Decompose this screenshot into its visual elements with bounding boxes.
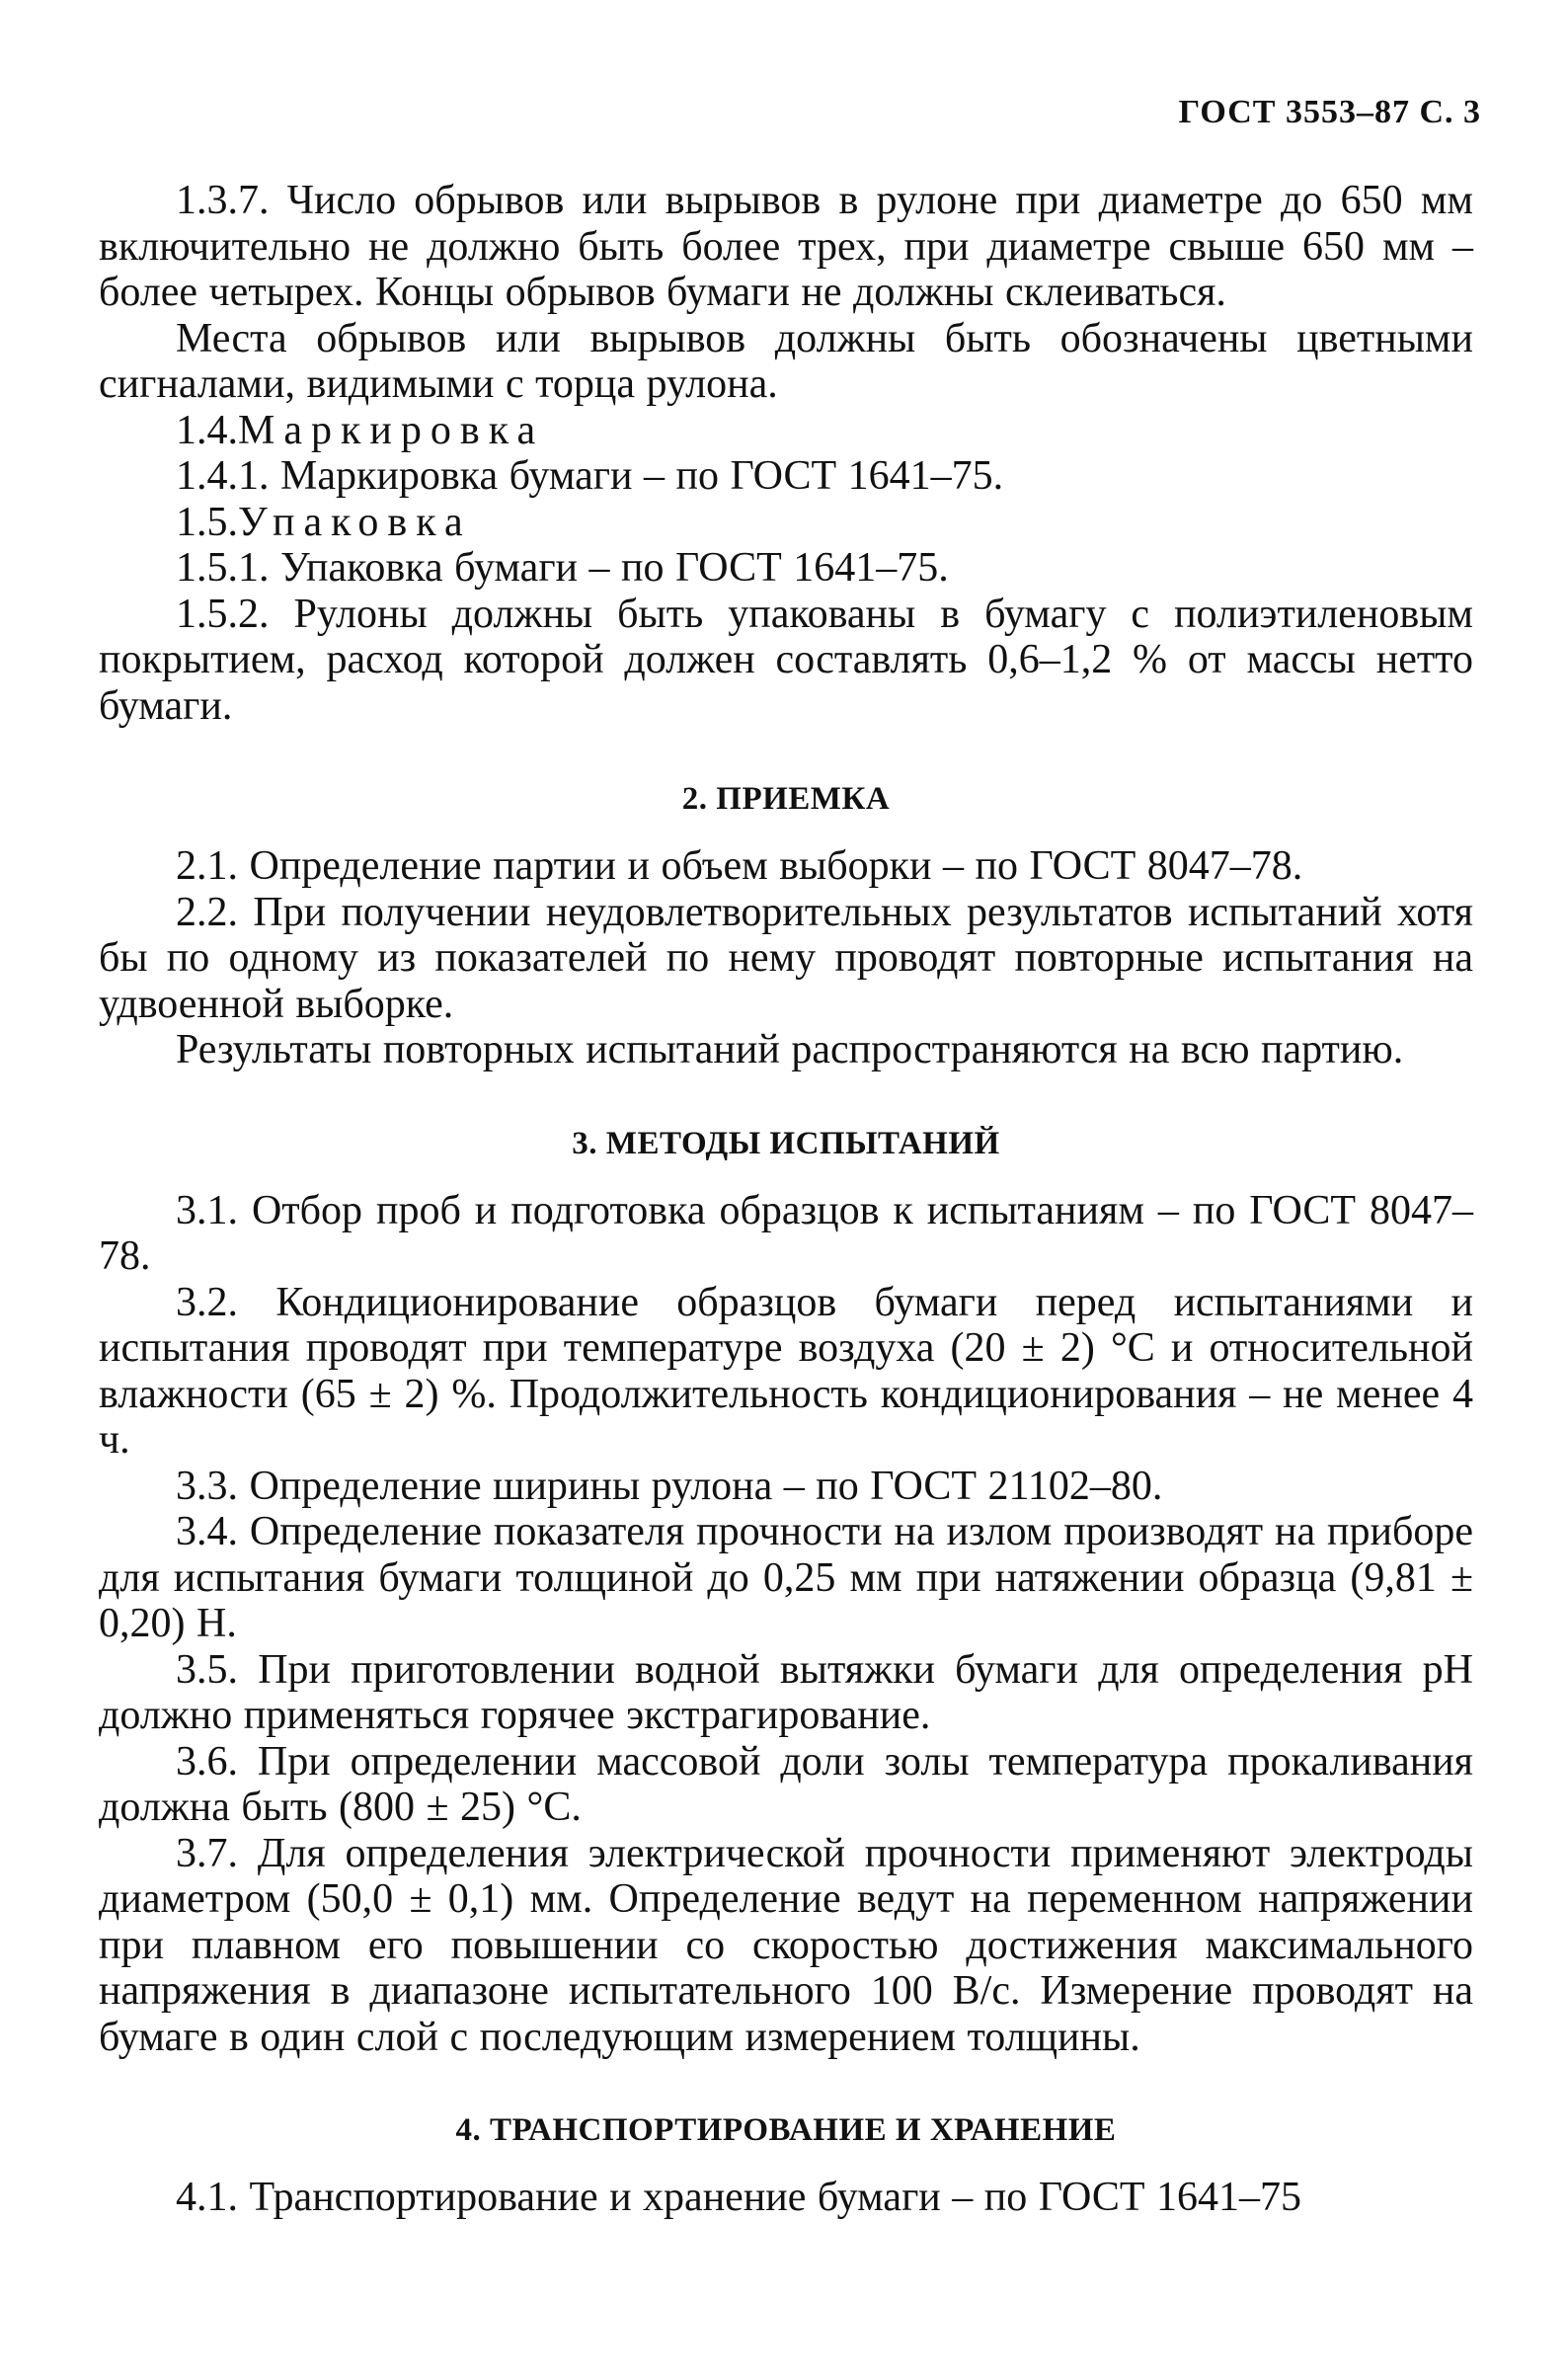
paragraph-4-1: 4.1. Транспортирование и хранение бумаги – по ГОСТ 1641–75 <box>176 2175 1301 2220</box>
paragraph-2-2: 2.2. При получении неудовлетворительных результатов испытаний хотя бы по одному из показателей по нему проводят повторные испытания на удвоенной выборке. <box>99 889 1473 1027</box>
paragraph-2-1: 2.1. Определение партии и объем выборки – по ГОСТ 8047–78. <box>176 843 1303 889</box>
page-header: ГОСТ 3553–87 С. 3 <box>1178 94 1481 130</box>
subheading-1-5-text: Упаковка <box>238 499 472 545</box>
paragraph-results: Результаты повторных испытаний распространяются на всю партию. <box>176 1027 1404 1072</box>
subheading-1-4 <box>99 408 1473 454</box>
paragraph-1-5-2: 1.5.2. Рулоны должны быть упакованы в бумагу с полиэтиленовым покрытием, расход которой должен составлять 0,6–1,2 % от массы нетто бумаги. <box>99 591 1473 729</box>
paragraph-1-4-1: 1.4.1. Маркировка бумаги – по ГОСТ 1641–75. <box>176 453 1004 499</box>
paragraph-3-2: 3.2. Кондиционирование образцов бумаги перед испытаниями и испытания проводят при температуре воздуха (20 ± 2) °С и относительной влажности (65 ± 2) %. Продолжительность кондиционирования – не менее 4 ч. <box>99 1279 1473 1463</box>
section-3-title: 3. МЕТОДЫ ИСПЫТАНИЙ <box>572 1125 1000 1161</box>
paragraph-3-6: 3.6. При определении массовой доли золы температура прокаливания должна быть (800 ± 25) °С. <box>99 1738 1473 1830</box>
paragraph-3-5: 3.5. При приготовлении водной вытяжки бумаги для определения рН должно применяться горячее экстрагирование. <box>99 1646 1473 1738</box>
subheading-1-4-number: 1.4. <box>176 407 238 453</box>
section-4-title: 4. ТРАНСПОРТИРОВАНИЕ И ХРАНЕНИЕ <box>455 2112 1117 2148</box>
subheading-1-5-number: 1.5. <box>176 499 238 545</box>
paragraph-break-marks: Места обрывов или вырывов должны быть обозначены цветными сигналами, видимыми с торца рулона. <box>99 315 1473 407</box>
paragraph-3-1: 3.1. Отбор проб и подготовка образцов к испытаниям – по ГОСТ 8047–78. <box>99 1187 1473 1279</box>
paragraph-1-5-1: 1.5.1. Упаковка бумаги – по ГОСТ 1641–75. <box>176 545 949 591</box>
page-content <box>99 178 1473 2221</box>
subheading-1-5 <box>99 500 1473 546</box>
paragraph-3-3: 3.3. Определение ширины рулона – по ГОСТ 21102–80. <box>176 1463 1163 1509</box>
section-2-title: 2. ПРИЕМКА <box>681 781 891 817</box>
paragraph-3-4: 3.4. Определение показателя прочности на излом производят на приборе для испытания бумаги толщиной до 0,25 мм при натяжении образца (9,81 ± 0,20) Н. <box>99 1509 1473 1646</box>
paragraph-3-7: 3.7. Для определения электрической прочности применяют электроды диаметром (50,0 ± 0,1) мм. Определение ведут на переменном напряжении при плавном его повышении со скоростью достижения максимального напряжения в диапазоне испытательного 100 В/с. Измерение проводят на бумаге в один слой с последующим измерением толщины. <box>99 1830 1473 2060</box>
paragraph-1-3-7: 1.3.7. Число обрывов или вырывов в рулоне при диаметре до 650 мм включительно не должно быть более трех, при диаметре свыше 650 мм – более четырех. Концы обрывов бумаги не должны склеиваться. <box>99 178 1473 315</box>
subheading-1-4-text: Маркировка <box>238 407 545 453</box>
